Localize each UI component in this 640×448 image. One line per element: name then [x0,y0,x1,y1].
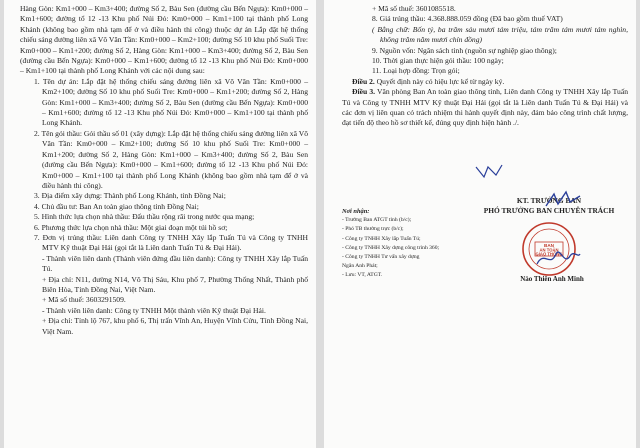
text-line: 6. Phương thức lựa chọn nhà thầu: Một giai đoạn một túi hồ sơ; [34,222,228,232]
recipient-item: - Công ty TNHH Tư vấn xây dựng [342,254,420,261]
text-line: 2. Tên gói thầu: Gói thầu số 01 (xây dựng): Lắp đặt hệ thống chiếu sáng đường liên xã Võ Văn Tần: Km0+000 – Km2+100; đường Số 10 khu phố Suối Tre: Km0+000 – Km1+200; đường Số 2, Hàng Gòn: Km1+000 – Km3+400; đường Số 2, Bàu Sen (đường cầu Bến Ngựa): Km0+000 – Km1+600; đường tổ 12 -13 Khu phố Núi Đỏ: Km0+000 – Km1+100 tại thành phố Long Khánh (không bao gồm nhà tạm để ở và điều hành thi công). [34,128,308,190]
text-line: Điều 3. Văn phòng Ban An toàn giao thông tỉnh, Liên danh Công ty TNHH Xây lắp Tuấn Tú và Công ty TNHH MTV Kỹ thuật Đại Hải (gọi tắt là Liên danh Tuấn Tú & Đại Hải) và các đơn vị liên quan có trách nhiệm thi hành quyết định này, đảm bảo công trình chất lượng, đạt tiến độ theo hồ sơ thiết kế, đúng quy định hiện hành ./. [342,87,628,128]
recipient-item: - Công ty TNHH Xây lắp Tuấn Tú; [342,235,421,242]
left-page-body [20,4,308,337]
text-line: ( Bằng chữ: Bốn tỷ, ba trăm sáu mươi tám triệu, tám trăm tám mươi tám nghìn, không trăm năm mươi chín đồng) [372,24,628,45]
text-line: - Thành viên liên danh (Thành viên đứng đầu liên danh): Công ty TNHH Xây lắp Tuấn Tú. [42,253,308,274]
text-line: 5. Hình thức lựa chọn nhà thầu: Đấu thầu rộng rãi trong nước qua mạng; [34,212,255,222]
recipient-item: Ngân Anh Phát; [342,263,378,270]
text-line: 3. Địa điểm xây dựng: Thành phố Long Khánh, tỉnh Đồng Nai; [34,191,226,201]
signer-name: Nào Thiên Anh Minh [520,275,584,283]
recipient-item: - Trưởng Ban ATGT tỉnh (b/c); [342,217,412,224]
document-page-left [4,0,316,448]
recipient-item: - Phó TB thường trực (b/c); [342,226,404,233]
document-page-right [324,0,636,448]
initials-mark [474,163,504,179]
recipient-item: - Công ty TNHH Xây dựng công trình 360; [342,244,440,251]
text-line: 7. Đơn vị trúng thầu: Liên danh Công ty TNHH Xây lắp Tuấn Tú và Công ty TNHH MTV Kỹ thuật Đại Hải (gọi tắt là Liên danh Tuấn Tú & Đại Hải). [34,232,308,253]
article-label: Điều 2. [352,76,375,86]
recipients-header: Nơi nhận: [342,208,370,215]
recipients-list [342,216,492,280]
text-line: + Mã số thuế: 3601085518. [372,4,456,13]
sign-title-2: PHÓ TRƯỞNG BAN CHUYÊN TRÁCH [483,206,615,215]
text-line: 1. Tên dự án: Lắp đặt hệ thống chiếu sáng đường liên xã Võ Văn Tần: Km0+000 – Km2+100; đường Số 10 khu phố Suối Tre: Km0+000 – Km1+200; đường Số 2, Hàng Gòn: Km1+000 – Km3+400; đường Số 2, Bàu Sen (đường cầu Bến Ngựa): Km0+000 – Km1+600; đường tổ 12 -13 Khu phố Núi Đỏ: Km0+000 – Km1+100 tại thành phố Long Khánh. [34,76,308,128]
text-line: Hàng Gòn: Km1+000 – Km3+400; đường Số 2, Bàu Sen (đường cầu Bến Ngựa): Km0+000 – Km1+600; đường tổ 12 -13 Khu phố Núi Đỏ: Km0+000 – Km1+100 tại thành phố Long Khánh (không bao gồm nhà tạm để ở và điều hành thi công) thuộc dự án Lắp đặt hệ thống chiếu sáng đường liên xã Võ Văn Tần: Km0+000 – Km2+100; đường Số 10 khu phố Suối Tre: Km0+000 – Km1+200; đường Số 2, Hàng Gòn: Km1+000 – Km3+400; đường Số 2, Bàu Sen (đường cầu Bến Ngựa): Km0+000 – Km1+600; đường tổ 12 -13 Khu phố Núi Đỏ: Km0+000 – Km1+100 tại thành phố Long Khánh với các nội dung sau: [20,4,308,76]
signature-mark [544,190,584,210]
text-line: 8. Giá trúng thầu: 4.368.888.059 đồng (Đã bao gồm thuế VAT) [372,14,563,24]
svg-text:BAN: BAN [544,243,554,248]
svg-text:GIAO THÔNG: GIAO THÔNG [535,251,563,257]
text-line: 9. Nguồn vốn: Ngân sách tỉnh (nguồn sự nghiệp giao thông); [372,45,557,55]
sign-title-1: KT. TRƯỞNG BAN [516,196,582,205]
text-line: + Địa chỉ: N11, đường N14, Võ Thị Sáu, Khu phố 7, Phường Thống Nhất, Thành phố Biên Hòa, Tỉnh Đồng Nai, Việt Nam. [42,274,308,294]
text-line: 10. Thời gian thực hiện gói thầu: 100 ngày; [372,56,504,66]
handwritten-signature [534,244,582,270]
text-line: + Địa chỉ: Tỉnh lộ 767, khu phố 6, Thị trấn Vĩnh An, Huyện Vĩnh Cửu, Tỉnh Đồng Nai, Việt Nam. [42,316,308,336]
recipient-item: - Lưu: VT, ATGT. [342,272,383,279]
svg-text:AN TOÀN: AN TOÀN [539,247,559,253]
text-line: Điều 2. Quyết định này có hiệu lực kể từ ngày ký. [352,76,505,86]
article-label: Điều 3. [352,87,376,97]
text-line: + Mã số thuế: 3603291509. [42,295,126,305]
text-line: 11. Loại hợp đồng: Trọn gói; [372,66,460,76]
text-line: 4. Chủ đầu tư: Ban An toàn giao thông tỉnh Đồng Nai; [34,201,199,211]
recipients-block [342,207,492,281]
right-page-body [342,4,628,129]
text-line: - Thành viên liên danh: Công ty TNHH Một thành viên Kỹ thuật Đại Hải. [42,305,266,315]
